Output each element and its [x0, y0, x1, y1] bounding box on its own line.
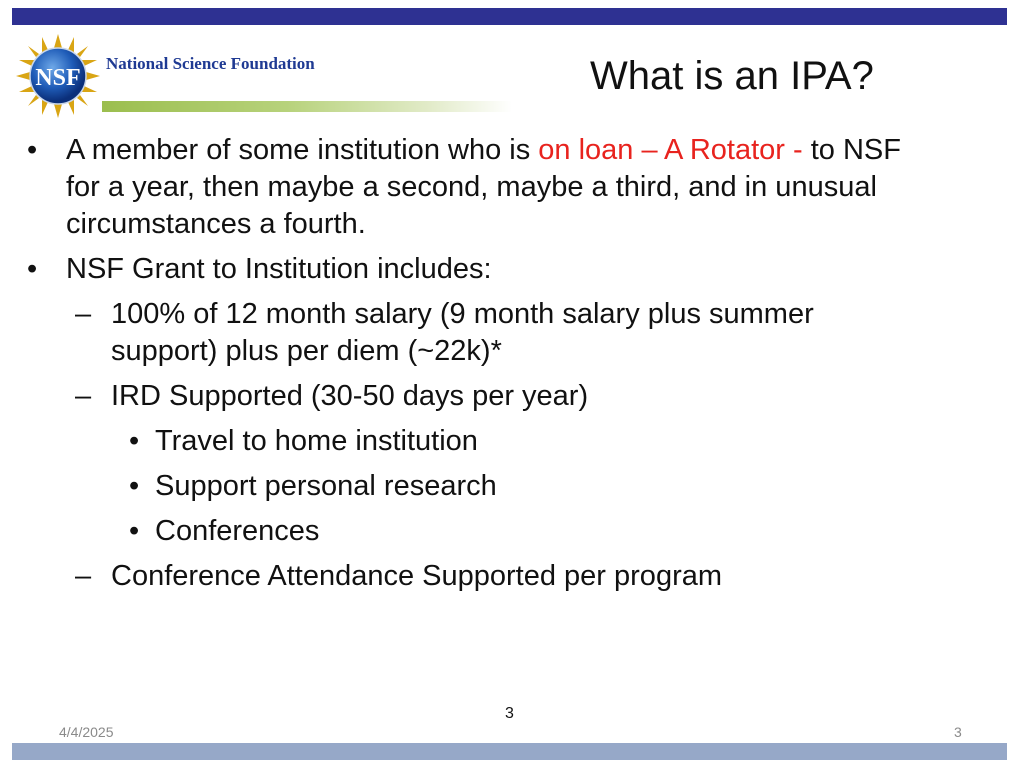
dash-marker: – — [75, 380, 92, 412]
tertiary-3: Conferences — [155, 515, 320, 547]
bullet-marker: • — [27, 134, 38, 166]
bullet-1-line-2: for a year, then maybe a second, maybe a third, and in unusual — [66, 171, 877, 203]
bullet-1-line-3: circumstances a fourth. — [66, 208, 366, 240]
bottom-band — [12, 743, 1007, 760]
logo-text: NSF — [35, 65, 81, 91]
tertiary-1: Travel to home institution — [155, 425, 478, 457]
slide-title: What is an IPA? — [590, 54, 874, 98]
slide-number-center: 3 — [505, 705, 514, 722]
slide-number: 3 — [954, 724, 962, 740]
tertiary-2: Support personal research — [155, 470, 497, 502]
bullet-marker: • — [129, 470, 140, 502]
rotator-highlight: on loan – A Rotator - — [538, 134, 811, 166]
bullet-1-line-1 — [66, 132, 901, 168]
sub-2: IRD Supported (30-50 days per year) — [111, 380, 589, 412]
sub-1-line-2: support) plus per diem (~22k)* — [111, 335, 502, 367]
dash-marker: – — [75, 560, 92, 592]
bullet-marker: • — [27, 253, 38, 285]
sub-3: Conference Attendance Supported per program — [111, 560, 723, 592]
bullet-marker: • — [129, 515, 140, 547]
footer-date: 4/4/2025 — [59, 724, 114, 740]
org-name: National Science Foundation — [106, 54, 315, 73]
bullet-1-text-a: A member of some institution who is — [66, 134, 539, 166]
sub-1-line-1: 100% of 12 month salary (9 month salary plus summer — [111, 298, 814, 330]
dash-marker: – — [75, 298, 92, 330]
bullet-1-text-b: to NSF — [810, 134, 901, 166]
bullet-2: NSF Grant to Institution includes: — [66, 253, 492, 285]
bullet-marker: • — [129, 425, 140, 457]
